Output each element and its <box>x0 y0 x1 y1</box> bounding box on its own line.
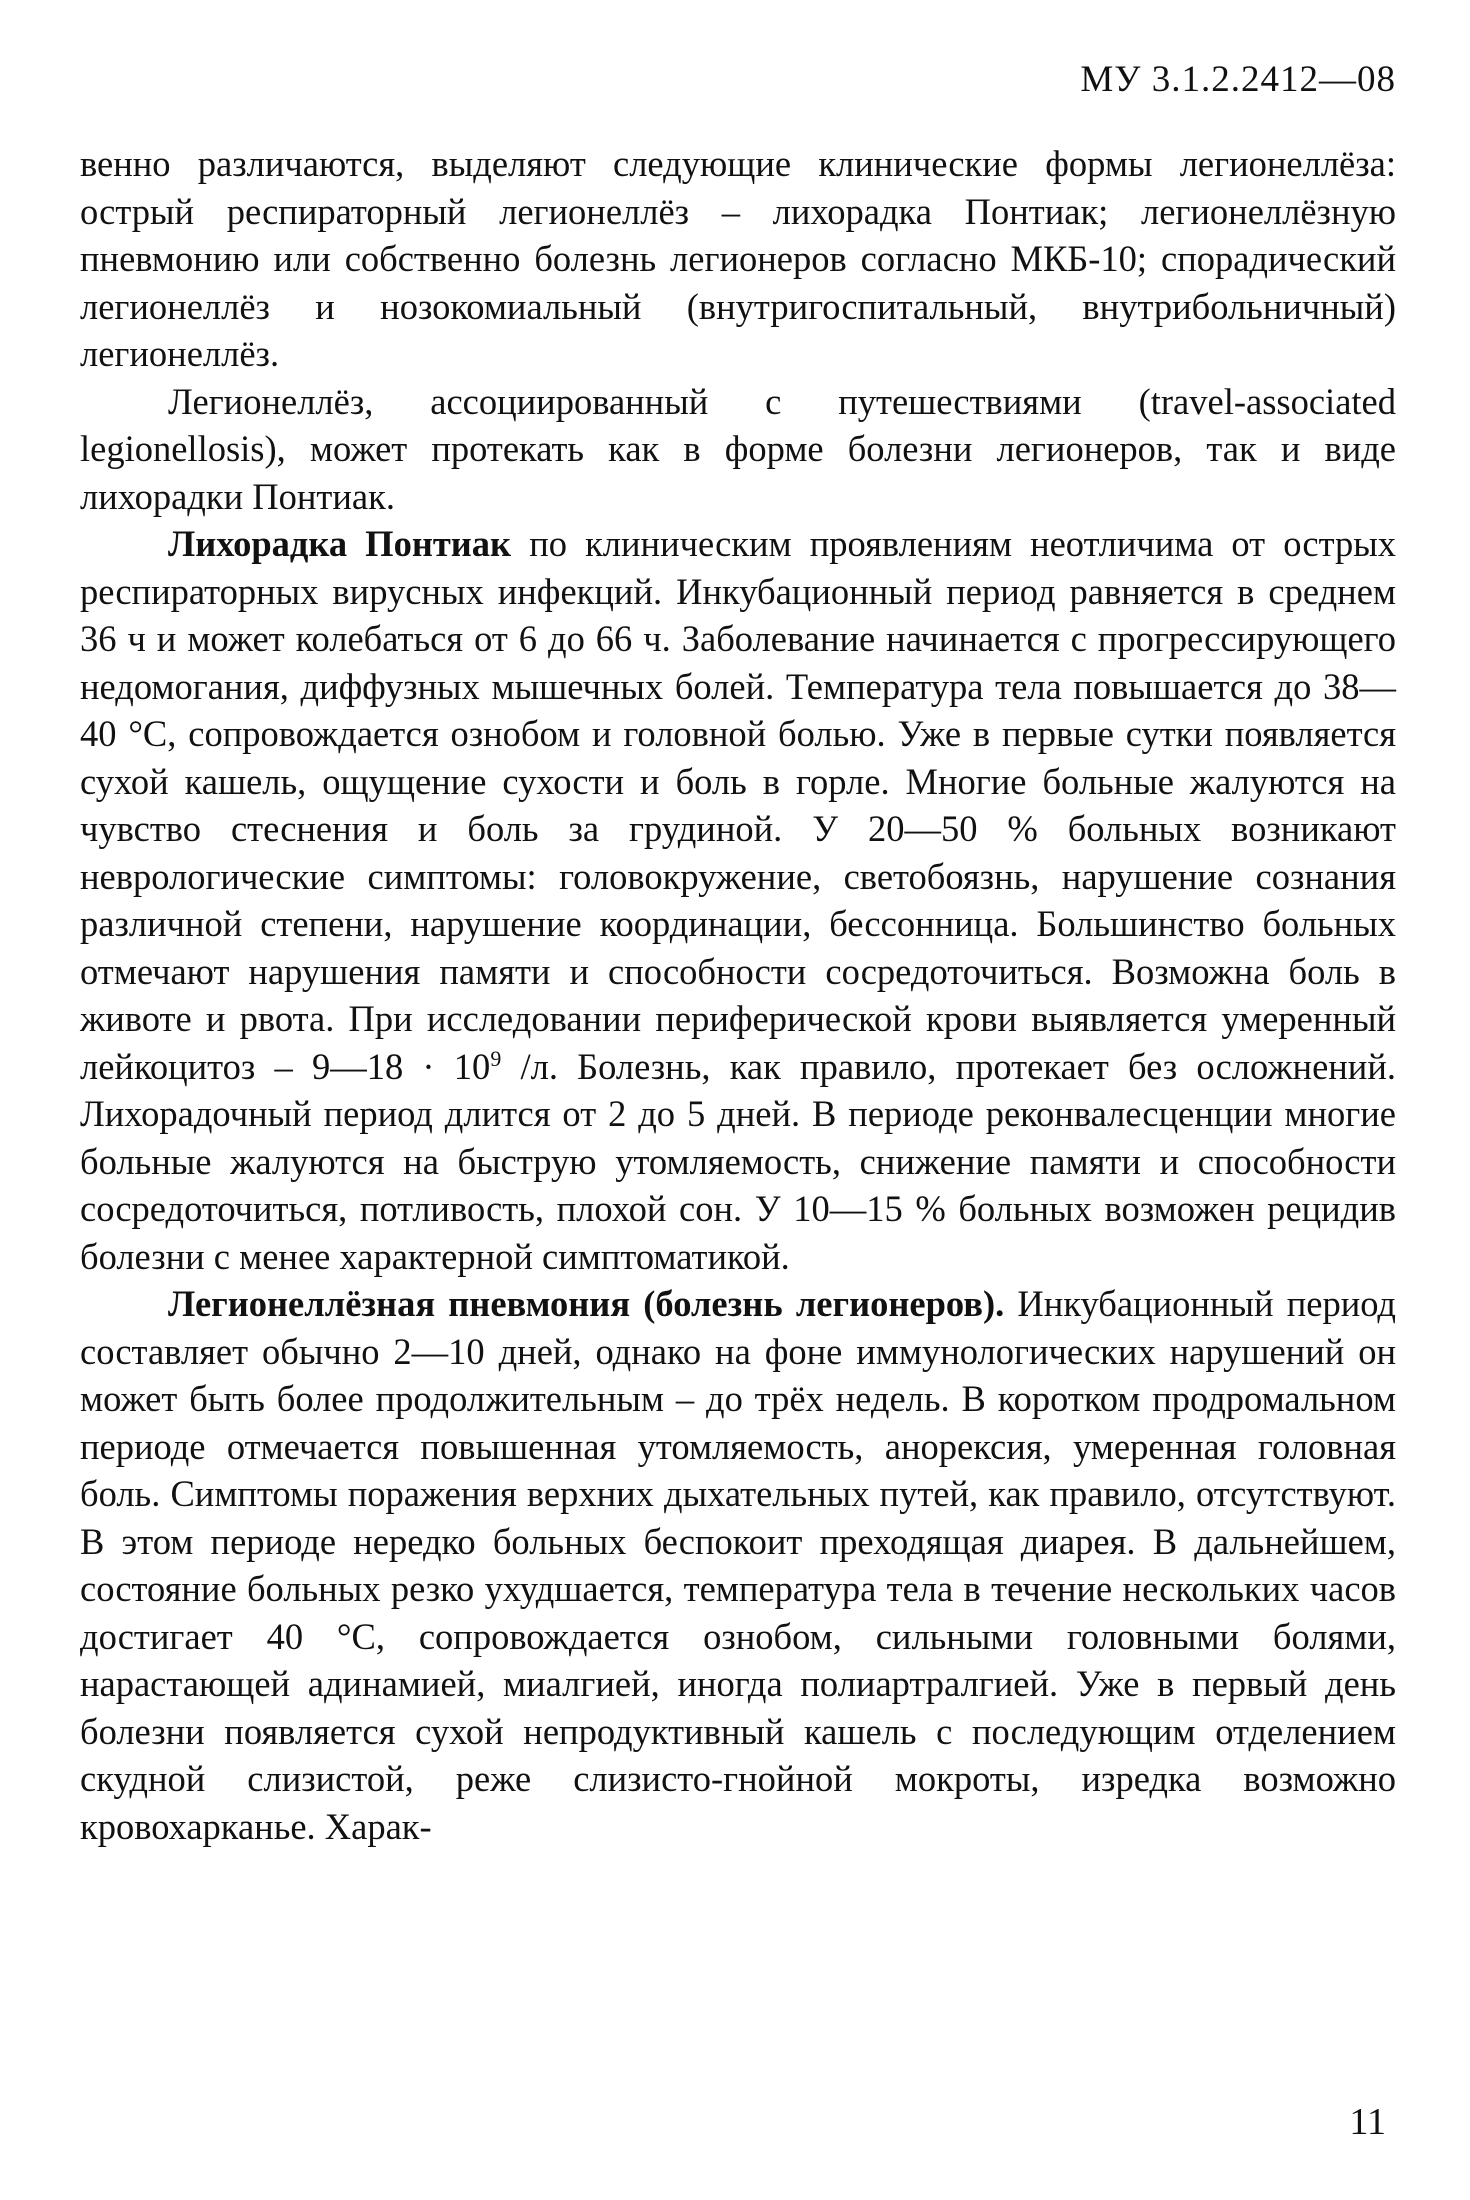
document-code-header: МУ 3.1.2.2412—08 <box>1080 59 1396 100</box>
section-heading-legionella-pneumonia: Легионеллёзная пневмония (болезнь легионеров). <box>168 1283 1005 1324</box>
exponent-superscript: 9 <box>490 1045 502 1071</box>
section-heading-pontiac-fever: Лихорадка Понтиак <box>168 523 512 564</box>
pontiac-fever-text-part2: /л. Болезнь, как правило, протекает без осложнений. Лихорадочный период длится от 2 до 5 дней. В периоде реконвалесценции многие больные жалуются на быструю утомляемость, снижение памяти и способности сосредоточиться, потливость, плохой сон. У 10—15 % больных возможен рецидив болезни с менее характерной симптоматикой. <box>80 1045 1397 1277</box>
legionella-pneumonia-text: Инкубационный период составляет обычно 2—10 дней, однако на фоне иммунологических нарушений он может быть более продолжительным – до трёх недель. В коротком продромальном периоде отмечается повышенная утомляемость, анорексия, умеренная головная боль. Симптомы поражения верхних дыхательных путей, как правило, отсутствуют. В этом периоде нередко больных беспокоит преходящая диарея. В дальнейшем, состояние больных резко ухудшается, температура тела в течение нескольких часов достигает 40 °С, сопровождается ознобом, сильными головными болями, нарастающей адинамией, миалгией, иногда полиартралгией. Уже в первый день болезни появляется сухой непродуктивный кашель с последующим отделением скудной слизистой, реже слизисто-гнойной мокроты, изредка возможно кровохарканье. Харак- <box>80 1283 1397 1847</box>
pontiac-fever-text-part1: по клиническим проявлениям неотличима от острых респираторных вирусных инфекций. Инкубационный период равняется в среднем 36 ч и может колебаться от 6 до 66 ч. Заболевание начинается с прогрессирующего недомогания, диффузных мышечных болей. Температура тела повышается до 38—40 °С, сопровождается ознобом и головной болью. Уже в первые сутки появляется сухой кашель, ощущение сухости и боль в горле. Многие больные жалуются на чувство стеснения и боль за грудиной. У 20—50 % больных возникают неврологические симптомы: головокружение, светобоязнь, нарушение сознания различной степени, нарушение координации, бессонница. Большинство больных отмечают нарушения памяти и способности сосредоточиться. Возможна боль в животе и рвота. При исследовании периферической крови выявляется умеренный лейкоцитоз – 9—18 · 10 <box>80 523 1396 1087</box>
paragraph-legionnaires-disease <box>80 1280 1396 1850</box>
paragraph-travel-associated: Легионеллёз, ассоциированный с путешествиями (travel-associated legionellosis), может протекать как в форме болезни легионеров, так и виде лихорадки Понтиак. <box>80 380 1396 517</box>
document-body <box>80 140 1396 1850</box>
paragraph-pontiac-fever <box>80 520 1396 1280</box>
page-number: 11 <box>1349 2101 1386 2143</box>
paragraph-clinical-forms: венно различаются, выделяют следующие клинические формы легионеллёза: острый респираторный легионеллёз – лихорадка Понтиак; легионеллёзную пневмонию или собственно болезнь легионеров согласно МКБ-10; спорадический легионеллёз и нозокомиальный (внутригоспитальный, внутрибольничный) легионеллёз. <box>80 143 1396 374</box>
